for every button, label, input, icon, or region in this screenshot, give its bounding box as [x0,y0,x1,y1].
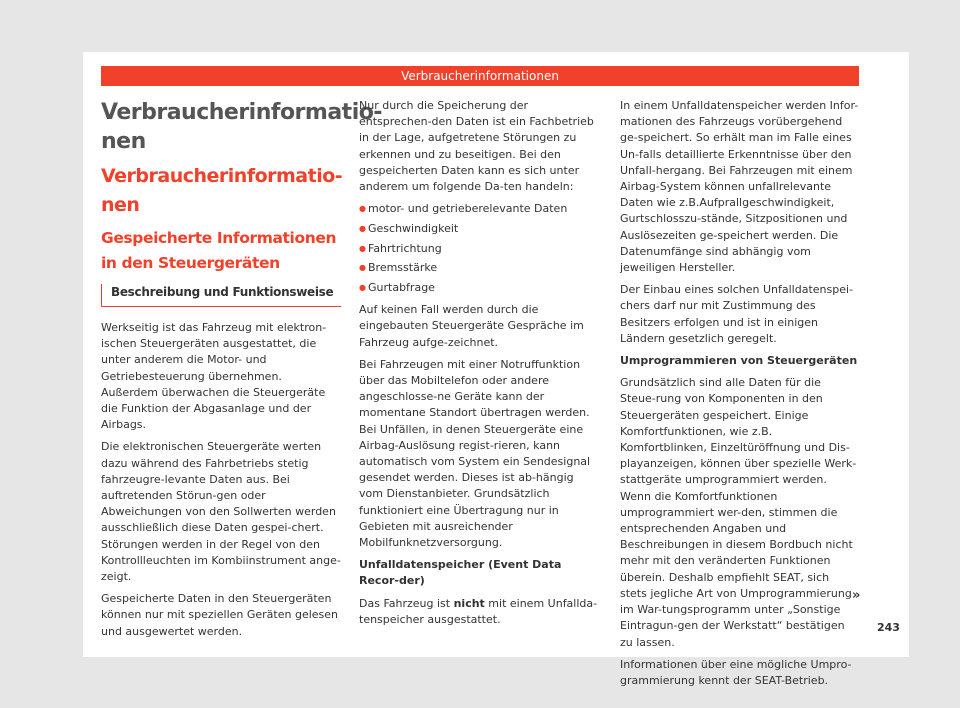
column-middle [359,98,601,634]
list-item: ● motor- und getrieberelevante Daten [359,201,601,217]
continue-arrow-icon: » [852,588,861,603]
subsection-heading: Beschreibung und Funktionsweise [101,284,341,307]
paragraph [359,596,601,628]
paragraph: Auf keinen Fall werden durch die eingebauten Steuergeräte Gespräche im Fahrzeug aufge-zeichnet. [359,303,584,349]
text: Das Fahrzeug ist [359,596,454,610]
chapter-heading-line2: nen [101,194,140,216]
list-item: ● Gurtabfrage [359,280,601,296]
paragraph: Informationen über eine mögliche Umpro-grammierung kennt der SEAT-Betrieb. [620,657,852,687]
page-title [101,98,382,156]
chapter-heading-line1: Verbraucherinformatio- [101,165,343,187]
page-title-line1: Verbraucherinformatio- [101,100,382,125]
chapter-heading [101,162,341,220]
list-item: ● Fahrtrichtung [359,241,601,257]
list-item: ● Bremsstärke [359,260,601,276]
paragraph: Bei Fahrzeugen mit einer Notruffunktion über das Mobiltelefon oder andere angeschlosse-ne Geräte kann der momentane Standort übertragen werden. Bei Unfällen, in denen Steuergeräte eine Airbag-Auslösung regist-rieren, kann automatisch vom System ein Sendesignal gesendet werden. Dieses ist ab-hängig vom Dienstanbieter. Grundsätzlich funktioniert eine Übertragung nur in Gebieten mit ausreichender Mobilfunknetzversorgung. [359,357,591,550]
section-heading-line1: Gespeicherte Informationen [101,229,337,247]
list-item: ● Geschwindigkeit [359,221,601,237]
paragraph: Die elektronischen Steuergeräte werten dazu während des Fahrbetriebs stetig fahrzeugre-levante Daten aus. Bei auftretenden Störun-gen oder Abweichungen von den Sollwerten werden ausschließlich diese Daten gespei-chert. Störungen werden in der Regel von den Kontrollleuchten im Kombiinstrument ange-zeigt. [101,440,341,584]
paragraph: Gespeicherte Daten in den Steuergeräten können nur mit speziellen Geräten gelesen und ausgewertet werden. [101,592,339,638]
column-right [620,98,859,695]
section-heading-line2: in den Steuergeräten [101,254,280,272]
paragraph: Nur durch die Speicherung der entsprechen-den Daten ist ein Fachbetrieb in der Lage, aufgetretene Störungen zu erkennen und zu beseitigen. Bei den gespeicherten Daten kann es sich unter anderem um folgende Da-ten handeln: [359,99,594,194]
paragraph: Grundsätzlich sind alle Daten für die Steue-rung von Komponenten in den Steuergeräten gespeichert. Einige Komfortfunktionen, wie z.B. Komfortblinken, Einzeltüröffnung und Dis-playanzeigen, können über spezielle Werk-stattgeräte umprogrammiert werden. Wenn die Komfortfunktionen umprogrammiert wer-den, stimmen die entsprechenden Angaben und Beschreibungen in diesem Bordbuch nicht mehr mit den veränderten Funktionen überein. Deshalb empfiehlt SEAT, sich stets jegliche Art von Umprogrammierung im War-tungsprogramm unter „Sonstige Eintragun-gen der Werkstatt“ bestätigen zu lassen. [620,376,857,649]
page-title-line2: nen [101,129,146,154]
emphasis-text: nicht [453,596,485,610]
paragraph: Werkseitig ist das Fahrzeug mit elektron-ischen Steuergeräten ausgestattet, die unter anderem die Motor- und Getriebesteuerung übernehmen. Außerdem überwachen die Steuergeräte die Funktion der Abgasanlage und der Airbags. [101,321,327,432]
section-heading [101,226,341,276]
column-left [101,94,382,646]
subheading-reprogramming: Umprogrammieren von Steuergeräten [620,354,858,368]
paragraph: In einem Unfalldatenspeicher werden Infor-mationen des Fahrzeugs vorübergehend ge-speichert. So erhält man im Falle eines Un-falls detaillierte Erkenntnisse über den Unfall-hergang. Bei Fahrzeugen mit einem Airbag-System können unfallrelevante Daten wie z.B.Aufprallgeschwindigkeit, Gurtschlosszu-stände, Sitzpositionen und Auslösezeiten ge-speichert werden. Die Datenumfänge sind abhängig vom jeweiligen Hersteller. [620,99,859,275]
paragraph: Der Einbau eines solchen Unfalldatenspei-chers darf nur mit Zustimmung des Besitzers erfolgen und ist in einigen Ländern gesetzlich geregelt. [620,283,854,345]
section-header-bar: Verbraucherinformationen [101,66,859,86]
data-list [359,201,601,296]
page-number: 243 [877,621,900,634]
text: mit einem Unfallda-tenspeicher ausgestattet. [359,596,598,626]
subheading-event-data-recorder: Unfalldatenspeicher (Event Data Recor-der) [359,558,562,588]
